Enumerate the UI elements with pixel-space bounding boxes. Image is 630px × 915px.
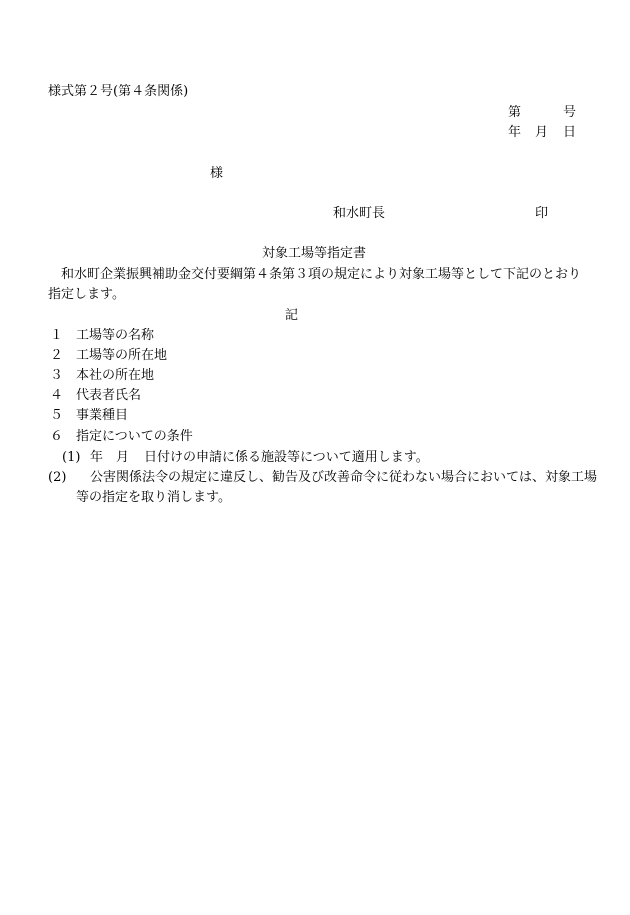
item-label: 代表者氏名 (76, 388, 142, 403)
condition-item (62, 450, 429, 466)
condition-year: 年 (90, 450, 104, 465)
list-item (50, 388, 141, 404)
ki-label: 記 (285, 308, 299, 323)
item-number: ２ (50, 348, 64, 363)
form-label: 様式第２号(第４条関係) (48, 84, 189, 99)
date-month: 月 (535, 125, 549, 140)
item-number: ５ (50, 408, 64, 423)
condition-number: (1) (62, 450, 81, 465)
item-label: 指定についての条件 (76, 429, 193, 444)
issuer-title: 和水町長 (333, 206, 386, 221)
item-number: １ (50, 328, 64, 343)
item-label: 工場等の名称 (76, 328, 155, 343)
list-item (50, 408, 128, 424)
condition-text: 公害関係法令の規定に違反し、勧告及び改善命令に従わない場合においては、対象工場等の指定を取り消します。 (76, 470, 598, 505)
condition-month: 月 (116, 450, 130, 465)
item-label: 工場等の所在地 (76, 348, 168, 363)
condition-text: 日付けの申請に係る施設等について適用します。 (144, 450, 429, 465)
list-item (50, 429, 193, 445)
item-number: ６ (50, 429, 64, 444)
date-day: 日 (563, 125, 577, 140)
date-year: 年 (508, 125, 522, 140)
body-text: 和水町企業振興補助金交付要綱第４条第３項の規定により対象工場等として下記のとおり指定します。 (48, 267, 582, 302)
recipient-honorific: 様 (210, 166, 224, 181)
item-number: ３ (50, 368, 64, 383)
document-title: 対象工場等指定書 (262, 246, 367, 261)
seal-mark: 印 (535, 206, 549, 221)
condition-number: (2) (48, 470, 67, 485)
list-item (50, 348, 167, 364)
number-suffix: 号 (563, 105, 577, 120)
list-item (50, 368, 154, 384)
item-label: 事業種目 (76, 408, 129, 423)
number-prefix: 第 (508, 105, 522, 120)
item-number: ４ (50, 388, 64, 403)
item-label: 本社の所在地 (76, 368, 155, 383)
condition-item (48, 468, 604, 508)
list-item (50, 328, 154, 344)
